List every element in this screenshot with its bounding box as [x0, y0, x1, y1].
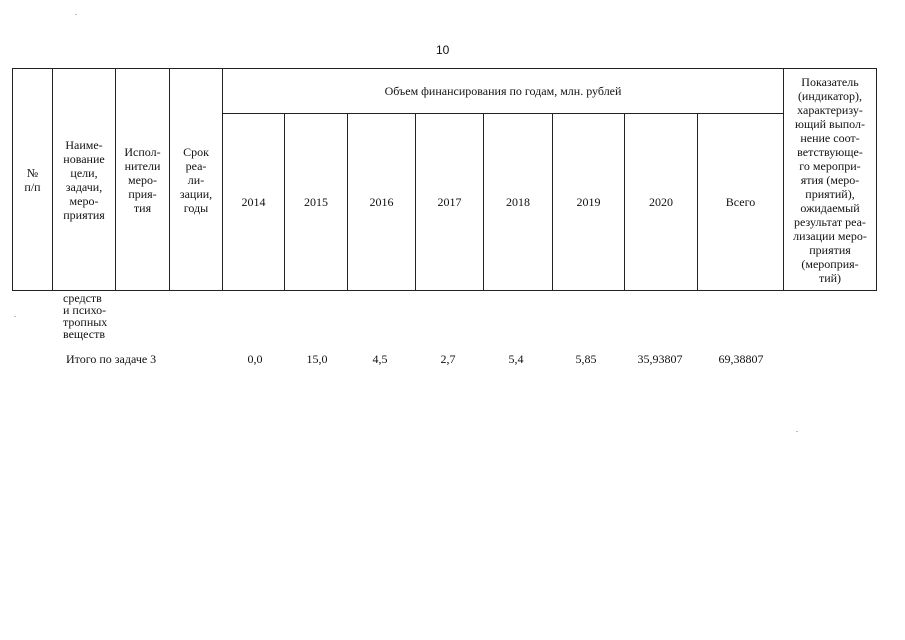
header-num: № п/п: [13, 69, 53, 291]
year-2015: 2015: [285, 114, 348, 291]
total-value-2015: 15,0: [306, 352, 328, 366]
header-indicator: Показатель (индикатор), характеризу- ющий выпол- нение соот- ветствующе- го меропри- ятия (меро- приятий), ожидаемый результат реа- лизации меро- приятия (мероприя- тий): [784, 69, 877, 291]
total-value-2016: 4,5: [372, 352, 388, 366]
total-value-2014: 0,0: [247, 352, 263, 366]
header-term: Срок реа- ли- зации, годы: [170, 69, 223, 291]
total-value-2020: 35,93807: [637, 352, 683, 366]
scan-speck: [75, 14, 77, 15]
scan-speck: [14, 316, 16, 317]
year-2017: 2017: [416, 114, 484, 291]
header-executors: Испол- нители меро- прия- тия: [116, 69, 170, 291]
header-row: [13, 69, 877, 114]
total-value-2019: 5,85: [575, 352, 597, 366]
total-label: Итого по задаче 3: [66, 352, 157, 366]
total-value-all: 69,38807: [718, 352, 764, 366]
scan-speck: [796, 431, 798, 432]
total-value-2018: 5,4: [508, 352, 524, 366]
year-2016: 2016: [348, 114, 416, 291]
year-total: Всего: [698, 114, 784, 291]
year-2019: 2019: [553, 114, 625, 291]
total-row: [0, 352, 905, 366]
total-value-2017: 2,7: [440, 352, 456, 366]
year-2014: 2014: [223, 114, 285, 291]
continuation-text: средств и психо- тропных веществ: [63, 291, 108, 341]
year-2018: 2018: [484, 114, 553, 291]
header-name: Наиме- нование цели, задачи, меро- приятия: [53, 69, 116, 291]
funding-table: [12, 68, 877, 291]
header-funding-group: Объем финансирования по годам, млн. рублей: [223, 69, 784, 114]
year-2020: 2020: [625, 114, 698, 291]
page-number: 10: [436, 43, 450, 57]
